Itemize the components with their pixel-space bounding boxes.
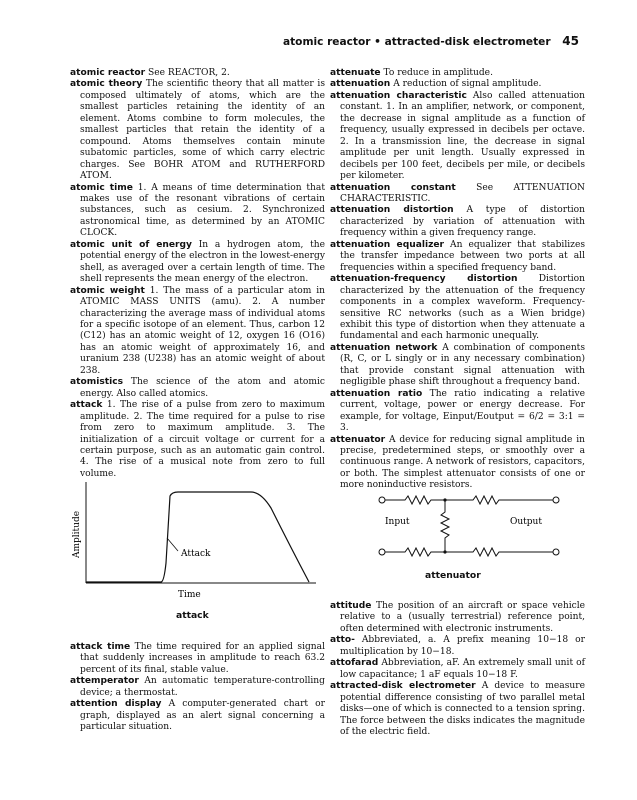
entry-definition: See REACTOR, 2. [148, 68, 230, 78]
entry-definition: Also called attenuation constant. 1. In an amplifier, network, or component, the decrease in signal amplitude as a function of frequency, usually expressed in decibels per octave. 2. In a transmission line, the decrease in signal amplitude per unit length. Usually expressed in decibels per 100 feet, decibels per mile, or decibels per kilometer. [340, 90, 585, 182]
output-label: Output [510, 517, 542, 527]
entry-definition: The science of the atom and atomic energy. Also called atomics. [80, 377, 325, 399]
entry-term: attack [70, 400, 103, 411]
input-label: Input [385, 517, 410, 527]
dictionary-entry [330, 183, 585, 206]
entry-term: attenuation network [330, 342, 438, 353]
entry-term: attenuation-frequency distortion [330, 274, 518, 285]
entry-definition: A computer-generated chart or graph, displayed as an alert signal concerning a particular situation. [80, 699, 325, 733]
entry-term: attack time [70, 642, 131, 652]
dictionary-entry [330, 681, 585, 738]
entry-definition: The ratio indicating a relative current, voltage, power or energy decrease. For example, for voltage, Einput/Eoutput = 6/2 = 3:1 = 3. [340, 388, 585, 434]
entry-definition: A combination of components (R, C, or L singly or in any necessary combination) that provide constant signal attenuation with negligible phase shift throughout a frequency band. [340, 342, 586, 388]
dictionary-entry [70, 642, 325, 676]
entry-term: atomic theory [70, 79, 143, 90]
entry-term: attenuation [330, 79, 391, 90]
entry-definition: An automatic temperature-controlling device; a thermostat. [80, 676, 325, 698]
running-header [283, 34, 579, 48]
dictionary-entry [70, 377, 325, 400]
entry-definition: The time required for an applied signal that suddenly increases in amplitude to reach 63.2 percent of its final, stable value. [80, 642, 325, 675]
dictionary-entry [70, 699, 325, 733]
attack-caption: attack [176, 610, 209, 621]
right-column [330, 68, 585, 492]
attenuator-caption: attenuator [425, 570, 481, 581]
dictionary-entry [70, 183, 325, 240]
header-title: atomic reactor • attracted-disk electrometer [282, 36, 551, 48]
right-column-lower [330, 601, 585, 738]
page-number: 45 [562, 34, 579, 48]
entry-definition: An equalizer that stabilizes the transfer impedance between two ports at all frequencies within a specified frequency band. [340, 239, 585, 273]
entry-definition: Abbreviation, aF. An extremely small unit of low capacitance; 1 aF equals 10−18 F. [340, 658, 585, 680]
dictionary-entry [330, 205, 585, 239]
entry-definition: A device to measure potential difference consisting of two parallel metal disks—one of which is connected to a tension spring. The force between the disks indicates the magnitude of the electric field. [340, 681, 585, 737]
entry-definition: Distortion characterized by the attenuation of the frequency components in a complex waveform. Frequency-sensitive RC networks (such as a Wien bridge) exhibit this type of distortion when they attenuate a fundamental and each harmonic unequally. [340, 274, 585, 342]
entry-definition: Abbreviated, a. A prefix meaning 10−18 or multiplication by 10−18. [340, 635, 585, 657]
entry-definition: A reduction of signal amplitude. [393, 79, 542, 90]
dictionary-entry [330, 68, 585, 79]
dictionary-entry [330, 389, 585, 435]
entry-definition: In a hydrogen atom, the potential energy of the electron in the lowest-energy shell, as averaged over a certain length of time. The shell represents the mean energy of the electron. [80, 239, 325, 285]
entry-term: attenuator [330, 434, 386, 445]
entry-term: attenuation constant [330, 182, 456, 193]
dictionary-entry [330, 435, 585, 492]
entry-definition: To reduce in amplitude. [383, 68, 493, 78]
dictionary-entry [330, 635, 585, 658]
dictionary-entry [70, 68, 325, 79]
entry-term: atomic reactor [70, 68, 146, 78]
attack-label: Attack [181, 549, 211, 559]
entry-definition: A type of distortion characterized by variation of attenuation with frequency within a given frequency range. [340, 205, 585, 239]
dictionary-entry [70, 676, 325, 699]
entry-definition: The scientific theory that all matter is composed ultimately of atoms, which are the smallest particles retaining the identity of an element. Atoms combine to form molecules, the smallest particles that retain the identity of a compound. Atoms themselves contain minute subatomic particles, some of which carry electric charges. See BOHR ATOM and RUTHERFORD ATOM. [80, 79, 325, 182]
attack-figure [66, 478, 326, 603]
amplitude-axis-label: Amplitude [72, 510, 82, 558]
entry-term: attenuation ratio [330, 388, 423, 399]
entry-definition: The position of an aircraft or space vehicle relative to a (usually terrestrial) reference point, often determined with electronic instruments. [340, 601, 585, 634]
entry-term: attenuation equalizer [330, 239, 445, 250]
dictionary-entry [330, 658, 585, 681]
dictionary-entry [330, 91, 585, 183]
dictionary-entry [330, 79, 585, 90]
entry-term: attemperator [70, 676, 139, 687]
dictionary-entry [330, 343, 585, 389]
left-column [70, 68, 325, 480]
dictionary-entry [70, 400, 325, 480]
entry-term: atomistics [70, 377, 124, 388]
entry-definition: 1. The rise of a pulse from zero to maximum amplitude. 2. The time required for a pulse to rise from zero to maximum amplitude. 3. The initialization of a circuit voltage or current for a certain purpose, such as an automatic gain control. 4. The rise of a musical note from zero to full volume. [80, 400, 325, 479]
entry-term: attention display [70, 699, 162, 710]
entry-term: attitude [330, 601, 372, 611]
entry-definition: 1. A means of time determination that makes use of the resonant vibrations of certain substances, such as cesium. 2. Synchronized astronomical time, as determined by an ATOMIC CLOCK. [80, 182, 325, 239]
entry-term: attenuate [330, 68, 381, 78]
attenuator-figure [370, 488, 570, 566]
left-column-lower [70, 642, 325, 734]
dictionary-entry [330, 240, 585, 274]
dictionary-entry [70, 240, 325, 286]
dictionary-entry [70, 79, 325, 182]
entry-term: atto- [330, 635, 355, 646]
entry-term: atomic weight [70, 285, 145, 296]
entry-definition: See ATTENUATION CHARACTERISTIC. [340, 182, 585, 204]
entry-term: attenuation characteristic [330, 90, 467, 101]
time-axis-label: Time [178, 590, 201, 600]
dictionary-entry [330, 274, 585, 343]
entry-definition: A device for reducing signal amplitude in precise, predetermined steps, or smoothly over a continuous range. A network of resistors, capacitors, or both. The simplest attenuator consists of one or more noninductive resistors. [340, 434, 585, 491]
entry-term: attracted-disk electrometer [330, 681, 476, 692]
entry-term: attofarad [330, 658, 379, 669]
entry-term: atomic unit of energy [70, 239, 192, 250]
dictionary-entry [70, 286, 325, 378]
entry-term: attenuation distortion [330, 205, 454, 216]
dictionary-entry [330, 601, 585, 635]
entry-term: atomic time [70, 182, 133, 193]
entry-definition: 1. The mass of a particular atom in ATOMIC MASS UNITS (amu). 2. A number characterizing the average mass of individual atoms for a specific isotope of an element. Thus, carbon 12 (C12) has an atomic weight of 12, oxygen 16 (O16) has an atomic weight of approximately 16, and uranium 238 (U238) has an atomic weight of about 238. [80, 285, 325, 376]
